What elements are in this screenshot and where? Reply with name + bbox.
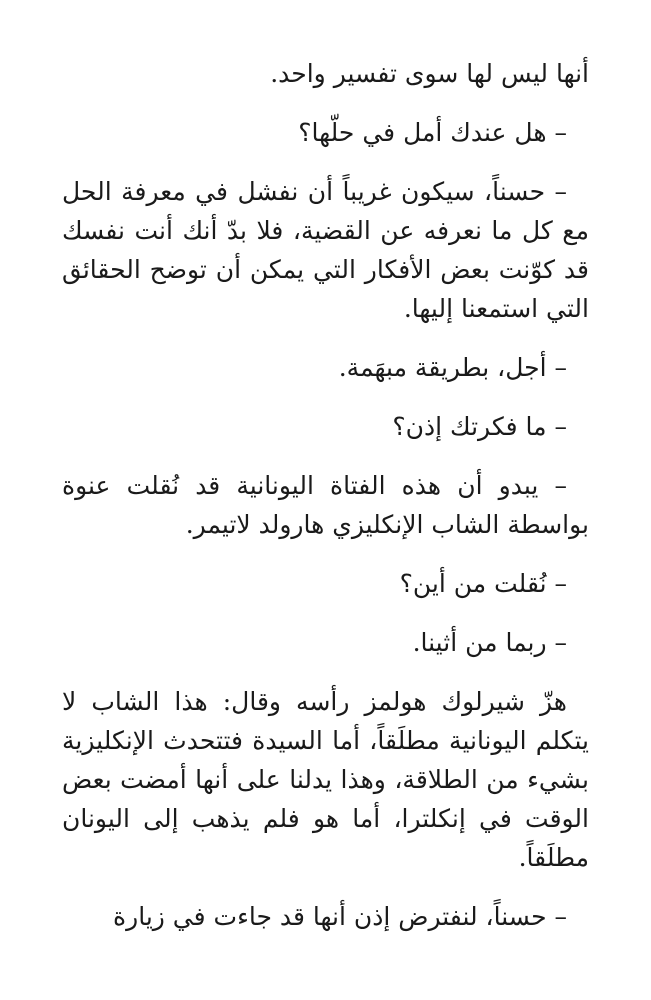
dialogue-line: – هل عندك أمل في حلّها؟ [298, 118, 567, 147]
dialogue-line: – أجل، بطريقة مبهَمة. [338, 353, 567, 382]
dialogue-line: – يبدو أن هذه الفتاة اليونانية قد نُقلت عنوة بواسطة الشاب الإنكليزي هارولد لاتيمر. [62, 471, 589, 539]
dialogue-line: – حسناً، لنفترض إذن أنها قد جاءت في زيارة [113, 902, 567, 931]
dialogue-line: – نُقلت من أين؟ [399, 569, 567, 598]
dialogue-line: – ما فكرتك إذن؟ [392, 412, 567, 441]
dialogue-line: – حسناً، سيكون غريباً أن نفشل في معرفة الحل مع كل ما نعرفه عن القضية، فلا بدّ أنك أنت نفسك قد كوّنت بعض الأفكار التي يمكن أن توضح الحقائق التي استمعنا إليها. [62, 177, 589, 323]
narration-paragraph: هزّ شيرلوك هولمز رأسه وقال: هذا الشاب لا يتكلم اليونانية مطلَقاً، أما السيدة فتتحدث الإنكليزية بشيء من الطلاقة، وهذا يدلنا على أنها أمضت بعض الوقت في إنكلترا، أما هو فلم يذهب إلى اليونان مطلَقاً. [62, 687, 589, 872]
dialogue-line: – ربما من أثينا. [412, 628, 567, 657]
paragraph-continuation: أنها ليس لها سوى تفسير واحد. [270, 59, 589, 88]
